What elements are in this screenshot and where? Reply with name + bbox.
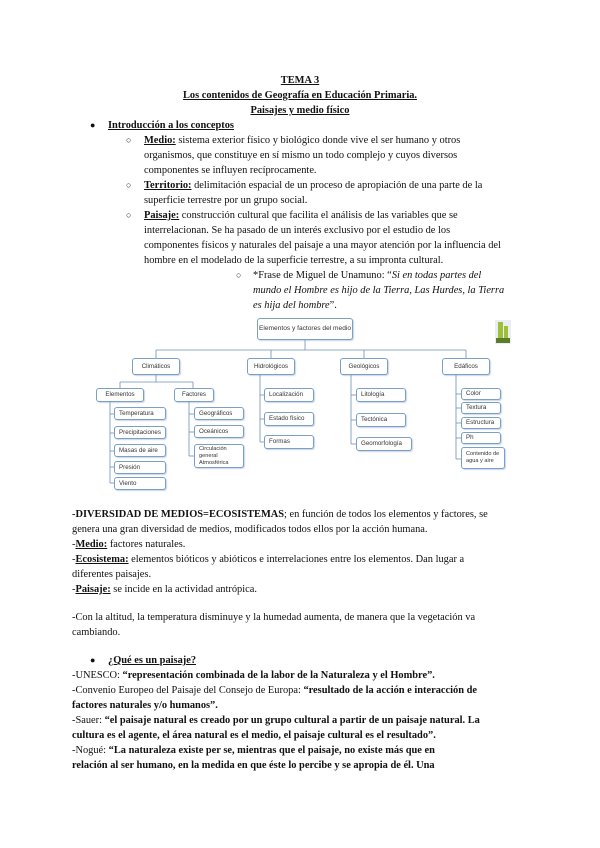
convenio-quote: “resultado de la acción e interacción de: [303, 685, 477, 696]
diversidad-term: -DIVERSIDAD DE MEDIOS=ECOSISTEMAS: [72, 509, 285, 520]
leaf-estado-fisico: Estado físico: [264, 412, 314, 426]
paisaje-definition-line-3: componentes físicos y naturales del paisaje a una mayor atención por la influencia del: [144, 240, 501, 251]
page-subtitle: Los contenidos de Geografía en Educación Primaria.: [182, 90, 418, 101]
leaf-masas-de-aire: Masas de aire: [114, 444, 166, 457]
nogue-line-1: [72, 743, 435, 758]
convenio-line-1: [72, 683, 477, 698]
paisaje-definition-line-4: hombre en el modelado de la superficie terrestre, a su impronta cultural.: [144, 255, 444, 266]
nogue-quote: “La naturaleza existe per se, mientras que el paisaje, no existe más que en: [108, 745, 435, 756]
paisaje-line: [72, 582, 257, 597]
paisaje-definition-line-1: [144, 208, 458, 223]
bullet-circle-icon: ○: [126, 210, 132, 220]
leaf-viento: Viento: [114, 477, 166, 490]
altitud-line-2: cambiando.: [72, 627, 121, 638]
medio-definition-line-3: componentes se influyen recíprocamente.: [144, 165, 317, 176]
leaf-precipitaciones: Precipitaciones: [114, 426, 166, 439]
sauer-quote: “el paisaje natural es creado por un grupo cultural a partir de un paisaje natural. La: [104, 715, 480, 726]
ecosistema-line-2: diferentes paisajes.: [72, 569, 152, 580]
leaf-geograficos: Geográficos: [194, 407, 244, 420]
leaf-temperatura: Temperatura: [114, 407, 166, 420]
node-factores: Factores: [174, 388, 214, 402]
medio-text: sistema exterior físico y biológico donde vive el ser humano y otros: [175, 135, 461, 146]
diversidad-paragraph-line-1: [72, 507, 488, 522]
leaf-oceanicos: Oceánicos: [194, 425, 244, 438]
intro-heading: Introducción a los conceptos: [108, 120, 234, 131]
bullet-disc-icon: ●: [90, 655, 96, 665]
unesco-source: -UNESCO:: [72, 670, 123, 681]
node-climaticos: Climáticos: [132, 358, 180, 375]
medio-definition-line-1: [144, 133, 460, 148]
leaf-formas: Formas: [264, 435, 314, 449]
unesco-quote: “representación combinada de la labor de la Naturaleza y el Hombre”.: [122, 670, 435, 681]
medio-line: [72, 537, 185, 552]
diagram-root-node: Elementos y factores del medio: [257, 318, 353, 340]
convenio-source: -Convenio Europeo del Paisaje del Consejo de Europa:: [72, 685, 304, 696]
leaf-contenido-agua-aire: Contenido de agua y aire: [461, 447, 505, 469]
nogue-line-2: relación al ser humano, en la medida en que éste lo percibe y se apropia de él. Una: [72, 760, 435, 771]
unamuno-quote-close: ”.: [329, 300, 337, 311]
leaf-textura: Textura: [461, 402, 501, 414]
diversidad-text: ; en función de todos los elementos y factores, se: [284, 509, 488, 520]
territorio-text: delimitación espacial de un proceso de apropiación de una parte de la: [191, 180, 483, 191]
leaf-tectonica: Tectónica: [356, 413, 406, 427]
nogue-source: -Nogué:: [72, 745, 109, 756]
body-medio-text: factores naturales.: [107, 539, 186, 550]
que-es-paisaje-heading: ¿Qué es un paisaje?: [108, 655, 197, 666]
eco-dash: -: [72, 554, 76, 565]
body-paisaje-text: se incide en la actividad antrópica.: [110, 584, 257, 595]
unamuno-quote-line-2: mundo el Hombre es hijo de la Tierra, Las Hurdes, la Tierra: [253, 285, 505, 296]
unex-logo-icon: [493, 318, 513, 346]
paisaje-text: construcción cultural que facilita el análisis de las variables que se: [179, 210, 458, 221]
body-ecosistema-term: Ecosistema:: [75, 554, 129, 565]
medio-dash: -: [72, 539, 76, 550]
territorio-term: Territorio:: [144, 180, 192, 191]
convenio-line-2: factores naturales y/o humanos”.: [72, 700, 218, 711]
unamuno-quote-start: Si en todas partes del: [391, 270, 482, 281]
sauer-line-2: cultura es el agente, el área natural es el medio, el paisaje cultural es el resultado”.: [72, 730, 436, 741]
unamuno-quote-line-3: [253, 298, 337, 313]
unamuno-quote-line-1: [253, 268, 481, 283]
medio-term: Medio:: [144, 135, 176, 146]
paisaje-term: Paisaje:: [144, 210, 180, 221]
node-hidrologicos: Hidrológicos: [247, 358, 295, 375]
diversidad-paragraph-line-2: genera una gran diversidad de medios, modificados todos ellos por la acción humana.: [72, 524, 428, 535]
leaf-presion: Presión: [114, 461, 166, 474]
leaf-estructura: Estructura: [461, 417, 501, 429]
unesco-line: [72, 668, 435, 683]
leaf-geomorfologia: Geomorfología: [356, 437, 412, 451]
altitud-line-1: -Con la altitud, la temperatura disminuye y la humedad aumenta, de manera que la vegetación va: [72, 612, 476, 623]
paisaje-definition-line-2: interrelacionan. Se ha pasado de un interés exclusivo por el estudio de los: [144, 225, 451, 236]
body-ecosistema-text: elementos bióticos y abióticos e interrelaciones entre los elementos. Dan lugar a: [128, 554, 465, 565]
territorio-definition-line-1: [144, 178, 482, 193]
medio-definition-line-2: organismos, que constituye en sí mismo un todo complejo y cuyos diversos: [144, 150, 458, 161]
node-elementos: Elementos: [96, 388, 144, 402]
body-medio-term: Medio:: [75, 539, 108, 550]
node-edaficos: Edáficos: [442, 358, 490, 375]
leaf-localizacion: Localización: [264, 388, 314, 402]
body-paisaje-term: Paisaje:: [75, 584, 111, 595]
page-title: TEMA 3: [280, 75, 320, 86]
bullet-circle-icon: ○: [126, 135, 132, 145]
sauer-line-1: [72, 713, 480, 728]
bullet-disc-icon: ●: [90, 120, 96, 130]
territorio-definition-line-2: superficie terrestre por un grupo social.: [144, 195, 308, 206]
leaf-litologia: Litología: [356, 388, 406, 402]
ecosistema-line-1: [72, 552, 464, 567]
bullet-circle-icon: ○: [126, 180, 132, 190]
page-subtitle-2: Paisajes y medio físico: [250, 105, 350, 116]
node-geologicos: Geológicos: [340, 358, 388, 375]
sauer-source: -Sauer:: [72, 715, 105, 726]
bullet-circle-icon: ○: [236, 270, 242, 280]
unamuno-quote-end: es hija del hombre: [253, 300, 330, 311]
leaf-ph: Ph: [461, 432, 501, 444]
elements-factors-diagram: [92, 316, 514, 494]
leaf-circulacion: Circulación general Atmosférica: [194, 444, 244, 468]
pai-dash: -: [72, 584, 76, 595]
unamuno-intro: *Frase de Miguel de Unamuno: “: [253, 270, 392, 281]
leaf-color: Color: [461, 388, 501, 400]
